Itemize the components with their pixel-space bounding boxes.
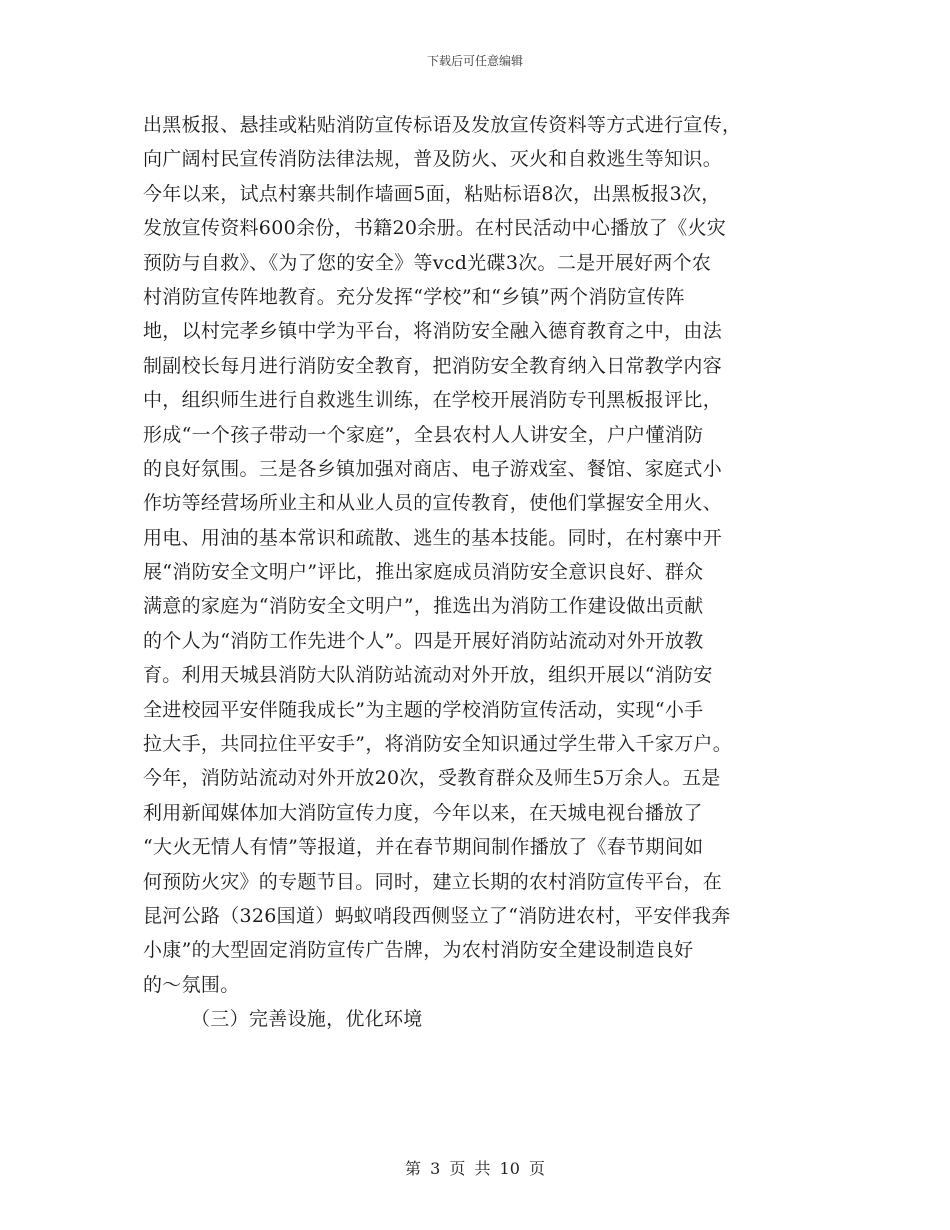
paragraph-line: 昆河公路（326国道）蚂蚁哨段西侧竖立了“消防进农村，平安伴我奔 — [143, 904, 731, 927]
paragraph-line: 今年以来，试点村寨共制作墙画5面，粘贴标语8次，出黑板报3次， — [143, 182, 721, 205]
paragraph-line: 预防与自救》、《为了您的安全》等vcd光碟3次。二是开展好两个农 — [143, 251, 712, 274]
paragraph-line: 利用新闻媒体加大消防宣传力度，今年以来，在天城电视台播放了 — [143, 801, 703, 824]
section-heading: （三）完善设施，优化环境 — [191, 1008, 423, 1031]
paragraph-line: 发放宣传资料600余份，书籍20余册。在村民活动中心播放了《火灾 — [143, 217, 727, 240]
paragraph-line: 村消防宣传阵地教育。充分发挥“学校”和“乡镇”两个消防宣传阵 — [143, 285, 685, 308]
paragraph-line: 何预防火灾》的专题节目。同时，建立长期的农村消防宣传平台，在 — [143, 870, 723, 893]
paragraph-line: 展“消防安全文明户”评比，推出家庭成员消防安全意识良好、群众 — [143, 561, 704, 584]
page-number-footer: 第 3 页 共 10 页 — [405, 1159, 545, 1178]
paragraph-line: 作坊等经营场所业主和从业人员的宣传教育，使他们掌握安全用火、 — [143, 492, 723, 515]
page-header-note: 下载后可任意编辑 — [426, 54, 523, 68]
paragraph-line: 出黑板报、悬挂或粘贴消防宣传标语及发放宣传资料等方式进行宣传， — [143, 114, 742, 136]
paragraph-line: 用电、用油的基本常识和疏散、逃生的基本技能。同时，在村寨中开 — [143, 526, 723, 549]
paragraph-line: 拉大手，共同拉住平安手”，将消防安全知识通过学生带入千家万户。 — [143, 733, 733, 756]
paragraph-line: 全进校园平安伴随我成长”为主题的学校消防宣传活动，实现“小手 — [143, 698, 704, 721]
paragraph-line: 形成“一个孩子带动一个家庭”，全县农村人人讲安全，户户懂消防 — [143, 423, 704, 446]
paragraph-line: “大火无情人有情”等报道，并在春节期间制作播放了《春节期间如 — [143, 836, 704, 859]
paragraph-line: 向广阔村民宣传消防法律法规，普及防火、灭火和自救逃生等知识。 — [143, 148, 723, 171]
paragraph-line: 今年，消防站流动对外开放20次，受教育群众及师生5万余人。五是 — [143, 767, 721, 790]
paragraph-line: 制副校长每月进行消防安全教育，把消防安全教育纳入日常教学内容 — [143, 354, 723, 377]
document-body — [143, 108, 823, 1037]
paragraph-line: 的良好氛围。三是各乡镇加强对商店、电子游戏室、餐馆、家庭式小 — [143, 457, 723, 480]
paragraph-line: 中，组织师生进行自救逃生训练，在学校开展消防专刊黑板报评比， — [143, 389, 723, 412]
paragraph-line: 小康”的大型固定消防宣传广告牌，为农村消防安全建设制造良好 — [143, 939, 694, 962]
paragraph-line: 的个人为“消防工作先进个人”。四是开展好消防站流动对外开放教 — [143, 629, 704, 652]
paragraph-line: 满意的家庭为“消防安全文明户”，推选出为消防工作建设做出贡献 — [143, 595, 704, 618]
paragraph-line: 的～氛围。 — [143, 973, 240, 996]
paragraph-line: 地，以村完孝乡镇中学为平台，将消防安全融入德育教育之中，由法 — [143, 320, 723, 343]
paragraph-line: 育。利用天城县消防大队消防站流动对外开放，组织开展以“消防安 — [143, 664, 713, 687]
